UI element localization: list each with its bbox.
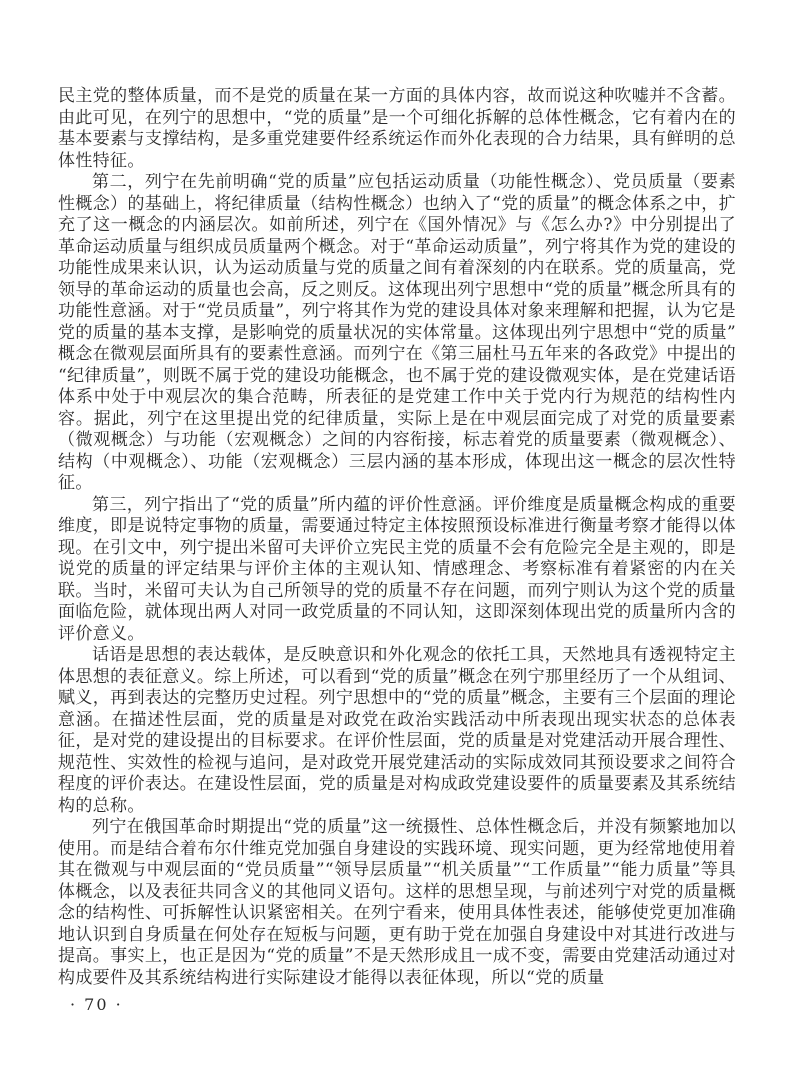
paragraph-third-point: 第三，列宁指出了“党的质量”所内蕴的评价性意涵。评价维度是质量概念构成的重要维度，即是说特定事物的质量，需要通过特定主体按照预设标准进行衡量考察才能得以体现。在引文中，列宁提出米留可夫评价立宪民主党的质量不会有危险完全是主观的，即是说党的质量的评定结果与评价主体的主观认知、情感理念、考察标准有着紧密的内在关联。当时，米留可夫认为自己所领导的党的质量不存在问题，而列宁则认为这个党的质量面临危险，就体现出两人对同一政党质量的不同认知，这即深刻体现出党的质量所内含的评价意义。 bbox=[58, 494, 736, 644]
paragraph-usage-history: 列宁在俄国革命时期提出“党的质量”这一统摄性、总体性概念后，并没有频繁地加以使用。而是结合着布尔什维克党加强自身建设的实践环境、现实问题，更为经常地使用着其在微观与中观层面的“党员质量”“领导层质量”“机关质量”“工作质量”“能力质量”等具体概念，以及表征共同含义的其他同义语句。这样的思想呈现，与前述列宁对党的质量概念的结构性、可拆解性认识紧密相关。在列宁看来，使用具体性表述，能够使党更加准确地认识到自身质量在何处存在短板与问题，更有助于党在加强自身建设中对其进行改进与提高。事实上，也正是因为“党的质量”不是天然形成且一成不变，需要由党建活动通过对构成要件及其系统结构进行实际建设才能得以表征体现，所以“党的质量 bbox=[58, 817, 736, 988]
page-number: · 70 · bbox=[70, 995, 123, 1014]
article-body bbox=[58, 86, 736, 989]
paragraph-continuation: 民主党的整体质量，而不是党的质量在某一方面的具体内容，故而说这种吹嘘并不含蓄。由此可见，在列宁的思想中，“党的质量”是一个可细化拆解的总体性概念，它有着内在的基本要素与支撑结构，是多重党建要件经系统运作而外化表现的合力结果，具有鲜明的总体性特征。 bbox=[58, 86, 736, 171]
paragraph-second-point: 第二，列宁在先前明确“党的质量”应包括运动质量（功能性概念）、党员质量（要素性概念）的基础上，将纪律质量（结构性概念）也纳入了“党的质量”的概念体系之中，扩充了这一概念的内涵层次。如前所述，列宁在《国外情况》与《怎么办?》中分别提出了革命运动质量与组织成员质量两个概念。对于“革命运动质量”，列宁将其作为党的建设的功能性成果来认识，认为运动质量与党的质量之间有着深刻的内在联系。党的质量高，党领导的革命运动的质量也会高，反之则反。这体现出列宁思想中“党的质量”概念所具有的功能性意涵。对于“党员质量”，列宁将其作为党的建设具体对象来理解和把握，认为它是党的质量的基本支撑，是影响党的质量状况的实体常量。这体现出列宁思想中“党的质量”概念在微观层面所具有的要素性意涵。而列宁在《第三届杜马五年来的各政党》中提出的“纪律质量”，则既不属于党的建设功能概念，也不属于党的建设微观实体，是在党建话语体系中处于中观层次的集合范畴，所表征的是党建工作中关于党内行为规范的结构性内容。据此，列宁在这里提出党的纪律质量，实际上是在中观层面完成了对党的质量要素（微观概念）与功能（宏观概念）之间的内容衔接，标志着党的质量要素（微观概念）、结构（中观概念）、功能（宏观概念）三层内涵的基本形成，体现出这一概念的层次性特征。 bbox=[58, 172, 736, 493]
paragraph-discourse-summary: 话语是思想的表达载体，是反映意识和外化观念的依托工具，天然地具有透视特定主体思想的表征意义。综上所述，可以看到“党的质量”概念在列宁那里经历了一个从组词、赋义，再到表达的完整历史过程。列宁思想中的“党的质量”概念，主要有三个层面的理论意涵。在描述性层面，党的质量是对政党在政治实践活动中所表现出现实状态的总体表征，是对党的建设提出的目标要求。在评价性层面，党的质量是对党建活动开展合理性、规范性、实效性的检视与追问，是对政党开展党建活动的实际成效同其预设要求之间符合程度的评价表达。在建设性层面，党的质量是对构成政党建设要件的质量要素及其系统结构的总称。 bbox=[58, 645, 736, 816]
